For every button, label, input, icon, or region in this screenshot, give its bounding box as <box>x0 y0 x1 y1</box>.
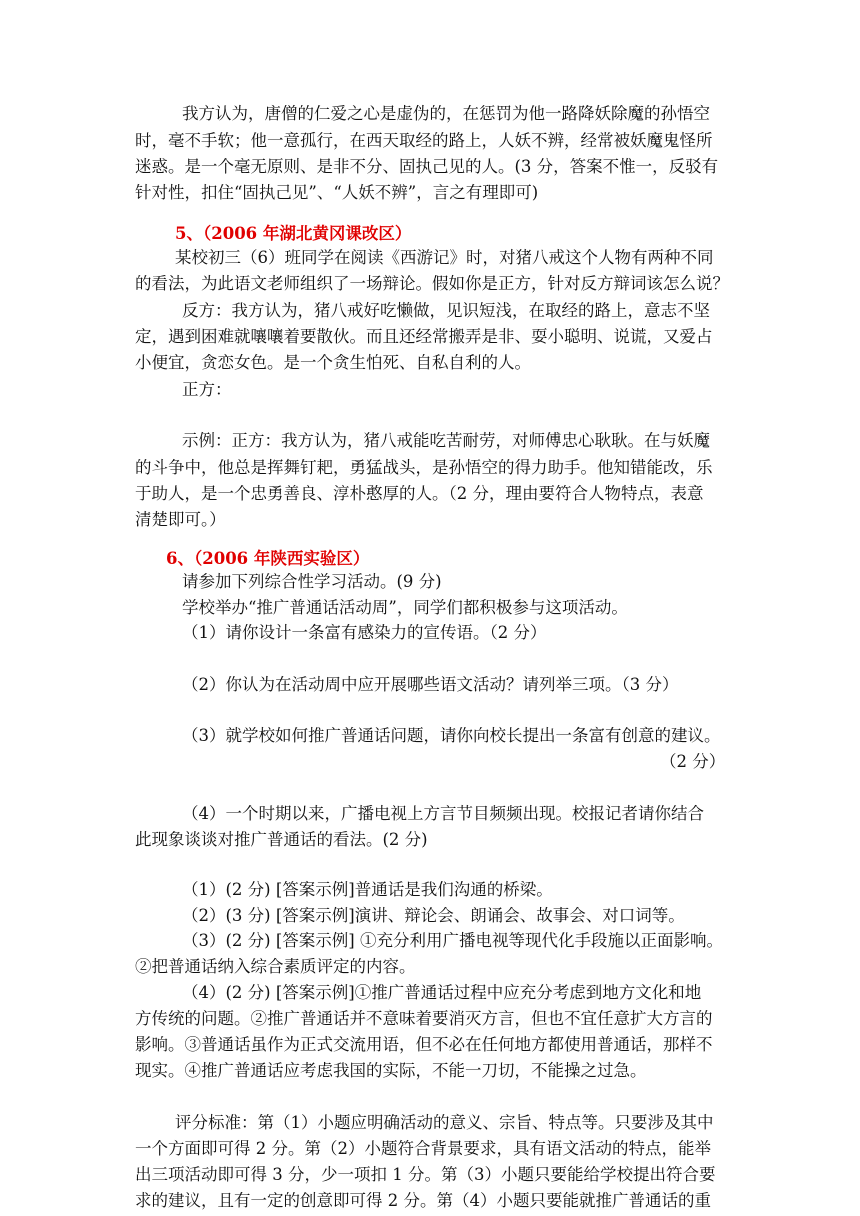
sub-question-4: （4）一个时期以来，广播电视上方言节目频频出现。校报记者请你结合 <box>182 804 704 823</box>
text-line: 此现象谈谈对推广普通话的看法。(2 分) <box>135 830 428 849</box>
text-line: 请参加下列综合性学习活动。(9 分) <box>182 572 442 591</box>
text-line: 迷惑。是一个毫无原则、是非不分、固执己见的人。(3 分，答案不惟一，反驳有 <box>135 157 719 176</box>
answer-1: （1）(2 分) [答案示例]普通话是我们沟通的桥梁。 <box>182 880 553 899</box>
answer-label: 正方： <box>182 380 232 399</box>
question-5-heading: 5、（2006 年湖北黄冈课改区） <box>175 224 412 243</box>
answer-3: （3）(2 分) [答案示例] ①充分利用广播电视等现代化手段施以正面影响。 <box>182 931 723 950</box>
scoring-criteria: 评分标准：第（1）小题应明确活动的意义、宗旨、特点等。只要涉及其中 <box>175 1113 714 1132</box>
text-line: 针对性，扣住“固执己见”、“人妖不辨”，言之有理即可) <box>135 183 539 202</box>
text-line: 示例：正方：我方认为，猪八戒能吃苦耐劳，对师傅忠心耿耿。在与妖魔 <box>182 431 710 450</box>
text-line: 定，遇到困难就嚷嚷着要散伙。而且还经常搬弄是非、耍小聪明、说谎，又爱占 <box>135 327 713 346</box>
text-line: 反方：我方认为，猪八戒好吃懒做，见识短浅，在取经的路上，意志不坚 <box>182 301 710 320</box>
sub-question-2: （2）你认为在活动周中应开展哪些语文活动？请列举三项。（3 分） <box>182 675 679 694</box>
text-line: 于助人，是一个忠勇善良、淳朴憨厚的人。（2 分，理由要符合人物特点，表意 <box>135 484 704 503</box>
text-line: 一个方面即可得 2 分。第（2）小题符合背景要求，具有语文活动的特点，能举 <box>135 1139 711 1158</box>
text-line: 影响。③普通话虽作为正式交流用语，但不必在任何地方都使用普通话，那样不 <box>135 1035 713 1054</box>
answer-4: （4）(2 分) [答案示例]①推广普通话过程中应充分考虑到地方文化和地 <box>182 983 702 1002</box>
text-line: 学校举办“推广普通话活动周”，同学们都积极参与这项活动。 <box>182 598 628 617</box>
text-line: 的看法，为此语文老师组织了一场辩论。假如你是正方，针对反方辩词该怎么说？ <box>135 274 729 293</box>
text-line: （2 分） <box>660 752 726 771</box>
question-6-heading: 6、（2006 年陕西实验区） <box>166 549 370 568</box>
text-line: 现实。④推广普通话应考虑我国的实际，不能一刀切，不能操之过急。 <box>135 1061 647 1080</box>
sub-question-1: （1）请你设计一条富有感染力的宣传语。（2 分） <box>182 623 547 642</box>
answer-2: （2）(3 分) [答案示例]演讲、辩论会、朗诵会、故事会、对口词等。 <box>182 906 685 925</box>
text-line: 时，毫不手软；他一意孤行，在西天取经的路上，人妖不辨，经常被妖魔鬼怪所 <box>135 131 713 150</box>
text-line: 方传统的问题。②推广普通话并不意味着要消灭方言，但也不宜任意扩大方言的 <box>135 1009 713 1028</box>
text-line: 求的建议，且有一定的创意即可得 2 分。第（4）小题只要能就推广普通话的重 <box>135 1191 711 1210</box>
text-line: 某校初三（6）班同学在阅读《西游记》时，对猪八戒这个人物有两种不同 <box>175 248 714 267</box>
text-line: 小便宜，贪恋女色。是一个贪生怕死、自私自利的人。 <box>135 353 531 372</box>
text-line: 清楚即可。） <box>135 510 226 529</box>
text-line: 出三项活动即可得 3 分，少一项扣 1 分。第（3）小题只要能给学校提出符合要 <box>135 1165 716 1184</box>
text-line: 我方认为，唐僧的仁爱之心是虚伪的，在惩罚为他一路降妖除魔的孙悟空 <box>182 104 710 123</box>
text-line: ②把普通话纳入综合素质评定的内容。 <box>135 957 416 976</box>
text-line: 的斗争中，他总是挥舞钉耙，勇猛战头，是孙悟空的得力助手。他知错能改，乐 <box>135 458 713 477</box>
sub-question-3: （3）就学校如何推广普通话问题，请你向校长提出一条富有创意的建议。 <box>182 726 721 745</box>
